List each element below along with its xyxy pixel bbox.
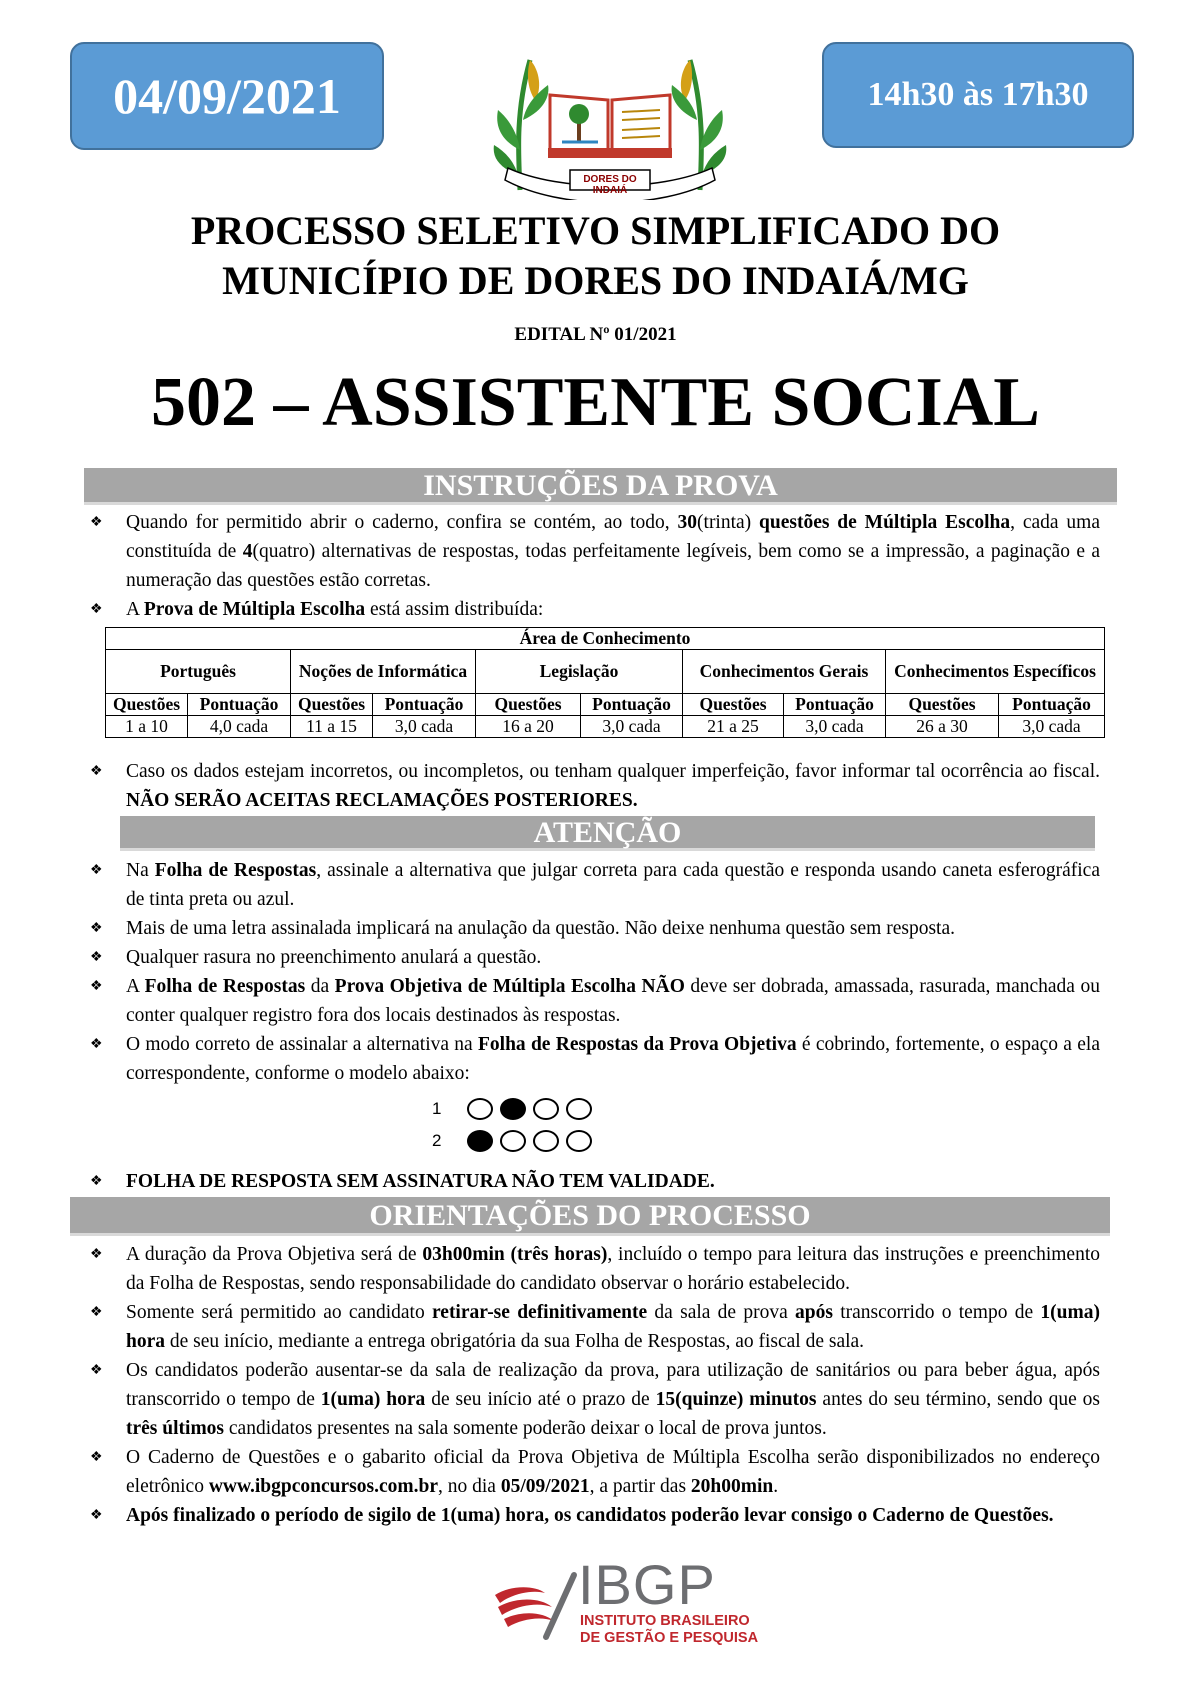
empty-bubble-icon	[533, 1098, 559, 1120]
section-heading-instrucoes: INSTRUÇÕES DA PROVA	[84, 468, 1117, 505]
atencao-item	[84, 914, 1100, 943]
bold-text: retirar-se definitivamente	[431, 1302, 648, 1323]
bold-text: 05/09/2021	[500, 1476, 590, 1497]
empty-bubble-icon	[533, 1130, 559, 1152]
edital-number: EDITAL Nº 01/2021	[514, 324, 677, 345]
empty-bubble-icon	[500, 1130, 526, 1152]
text-run: , incluído o tempo para leitura das instruções e preenchimento da Folha de Respostas, sendo responsabilidade do candidato observar o horário estabelecido.	[126, 1244, 1101, 1294]
orientacoes-list	[84, 1240, 1100, 1530]
answer-model-row	[432, 1098, 599, 1120]
bold-text: Folha de Respostas	[154, 860, 317, 881]
text-run: é cobrindo, fortemente, o espaço a ela correspondente, conforme o modelo abaixo:	[126, 1034, 1100, 1084]
bold-text: Prova de Múltipla Escolha	[143, 599, 366, 620]
text-run: A	[126, 599, 144, 620]
orientacoes-item	[84, 1298, 1100, 1356]
text-run: deve ser dobrada, amassada, rasurada, manchada ou conter qualquer registro fora dos locais destinados às respostas.	[126, 976, 1100, 1026]
text-run: A duração da Prova Objetiva será de	[126, 1244, 423, 1265]
text-run: , no dia	[437, 1476, 501, 1497]
table-cell: 3,0 cada	[373, 716, 476, 738]
table-subheader: Pontuação	[784, 694, 886, 716]
bold-text: FOLHA DE RESPOSTA SEM ASSINATURA NÃO TEM VALIDADE.	[126, 1171, 715, 1192]
table-cell: 1 a 10	[106, 716, 188, 738]
table-cell: 11 a 15	[291, 716, 373, 738]
ibgp-logo-subtitle	[580, 1613, 758, 1647]
instrucoes-list	[84, 508, 1100, 624]
bold-text: 20h00min	[690, 1476, 774, 1497]
text-run: Qualquer rasura no preenchimento anulará a questão.	[126, 947, 542, 968]
atencao-list	[84, 856, 1100, 1088]
atencao-item	[84, 1030, 1100, 1088]
text-run: Os candidatos poderão ausentar-se da sala de realização da prova, para utilização de sanitários ou para beber água, após transcorrido o tempo de	[126, 1360, 1100, 1410]
table-subheader: Pontuação	[373, 694, 476, 716]
atencao-item	[84, 856, 1100, 914]
text-run: , a partir das	[589, 1476, 691, 1497]
filled-bubble-icon	[467, 1130, 493, 1152]
table-subheader: Questões	[476, 694, 581, 716]
bold-text: 1(uma) hora	[320, 1389, 426, 1410]
empty-bubble-icon	[566, 1098, 592, 1120]
bold-text: Após finalizado o período de sigilo de 1(uma) hora, os candidatos poderão levar consigo o Caderno de Questões.	[126, 1505, 1054, 1526]
instrucoes-item	[84, 595, 1100, 624]
text-run: antes do seu término, sendo que os	[816, 1389, 1101, 1410]
text-run: , cada uma constituída de	[126, 512, 1100, 562]
atencao-item	[84, 972, 1100, 1030]
bold-text: Folha de Respostas	[144, 976, 306, 997]
text-run: Somente será permitido ao candidato	[126, 1302, 432, 1323]
instrucoes-item	[84, 508, 1100, 595]
bold-text: questões de Múltipla Escolha	[759, 512, 1011, 533]
text-run: .	[773, 1476, 779, 1497]
text-run: de seu início, mediante a entrega obrigatória da sua Folha de Respostas, ao fiscal de sala.	[165, 1331, 865, 1352]
table-area-cell: Conhecimentos Gerais	[683, 650, 886, 694]
bold-text: 4	[242, 541, 253, 562]
table-cell: 16 a 20	[476, 716, 581, 738]
table-cell: 4,0 cada	[188, 716, 291, 738]
text-run: Mais de uma letra assinalada implicará na anulação da questão. Não deixe nenhuma questão sem resposta.	[126, 918, 955, 939]
orientacoes-item	[84, 1356, 1100, 1443]
table-subheader: Questões	[291, 694, 373, 716]
table-subheader: Pontuação	[581, 694, 683, 716]
bold-text: Prova Objetiva de Múltipla Escolha NÃO	[334, 976, 685, 997]
ibgp-logo-text: IBGP	[578, 1553, 716, 1616]
bold-text: NÃO SERÃO ACEITAS RECLAMAÇÕES POSTERIORES.	[126, 790, 638, 811]
table-area-cell: Noções de Informática	[291, 650, 476, 694]
table-subheader: Pontuação	[999, 694, 1105, 716]
text-run: O modo correto de assinalar a alternativa na	[126, 1034, 478, 1055]
empty-bubble-icon	[566, 1130, 592, 1152]
text-run: transcorrido o tempo de	[832, 1302, 1041, 1323]
atencao-list-2	[84, 1167, 1100, 1196]
table-area-cell: Português	[106, 650, 291, 694]
instrucoes-list-2	[84, 757, 1100, 815]
instrucoes-item	[84, 757, 1100, 815]
table-cell: 26 a 30	[886, 716, 999, 738]
coat-of-arms-banner-text: DORES DO INDAIÁ	[583, 174, 637, 196]
text-run: de seu início até o prazo de	[425, 1389, 656, 1410]
orientacoes-item	[84, 1501, 1100, 1530]
table-cell: 3,0 cada	[999, 716, 1105, 738]
text-run: candidatos presentes na sala somente poderão deixar o local de prova juntos.	[224, 1418, 827, 1439]
page-title-line2: MUNICÍPIO DE DORES DO INDAIÁ/MG	[222, 258, 969, 303]
answer-model-number: 2	[432, 1131, 442, 1150]
section-heading-orientacoes: ORIENTAÇÕES DO PROCESSO	[70, 1197, 1110, 1236]
answer-model-row	[432, 1130, 599, 1152]
empty-bubble-icon	[467, 1098, 493, 1120]
text-run: está assim distribuída:	[365, 599, 544, 620]
bold-text: após	[795, 1302, 833, 1323]
table-header-area: Área de Conhecimento	[106, 628, 1105, 650]
table-subheader: Questões	[683, 694, 784, 716]
table-subheader: Questões	[106, 694, 188, 716]
ibgp-subtitle-line: DE GESTÃO E PESQUISA	[580, 1630, 759, 1646]
table-subheader: Pontuação	[188, 694, 291, 716]
bold-text: três últimos	[126, 1418, 225, 1439]
bold-text: www.ibgpconcursos.com.br	[208, 1476, 438, 1497]
text-run: Quando for permitido abrir o caderno, confira se contém, ao todo,	[126, 512, 678, 533]
table-subheader: Questões	[886, 694, 999, 716]
text-run: A	[126, 976, 145, 997]
text-run: da	[305, 976, 335, 997]
exam-time-badge: 14h30 às 17h30	[822, 42, 1134, 148]
orientacoes-item	[84, 1240, 1100, 1298]
table-cell: 21 a 25	[683, 716, 784, 738]
bold-text: 03h00min (três horas)	[422, 1244, 608, 1265]
job-title: 502 – ASSISTENTE SOCIAL	[151, 364, 1040, 441]
table-area-cell: Legislação	[476, 650, 683, 694]
table-area-cell: Conhecimentos Específicos	[886, 650, 1105, 694]
answer-model-number: 1	[432, 1099, 442, 1118]
atencao-item	[84, 1167, 1100, 1196]
ibgp-subtitle-line: INSTITUTO BRASILEIRO	[580, 1613, 750, 1629]
text-run: Caso os dados estejam incorretos, ou incompletos, ou tenham qualquer imperfeição, favor informar tal ocorrência ao fiscal.	[126, 761, 1100, 782]
bold-text: Folha de Respostas da Prova Objetiva	[478, 1034, 797, 1055]
text-run: da sala de prova	[647, 1302, 796, 1323]
table-cell: 3,0 cada	[784, 716, 886, 738]
bold-text: 30	[677, 512, 698, 533]
exam-date-badge: 04/09/2021	[70, 42, 384, 150]
text-run: Na	[126, 860, 155, 881]
text-run: (trinta)	[697, 512, 760, 533]
page-title-line1: PROCESSO SELETIVO SIMPLIFICADO DO	[190, 208, 1001, 253]
text-run: (quatro) alternativas de respostas, todas perfeitamente legíveis, bem como se a impressão, a paginação e a numeração das questões estão corretas.	[126, 541, 1100, 591]
orientacoes-item	[84, 1443, 1100, 1501]
ibgp-swoosh-icon	[490, 1565, 580, 1645]
table-cell: 3,0 cada	[581, 716, 683, 738]
filled-bubble-icon	[500, 1098, 526, 1120]
distribution-table	[105, 627, 1105, 738]
bold-text: 15(quinze) minutos	[655, 1389, 817, 1410]
atencao-item	[84, 943, 1100, 972]
section-heading-atencao: ATENÇÃO	[120, 816, 1095, 851]
text-run: O Caderno de Questões e o gabarito oficial da Prova Objetiva de Múltipla Escolha serão disponibilizados no endereço eletrônico	[126, 1447, 1100, 1497]
text-run: , assinale a alternativa que julgar correta para cada questão e responda usando caneta esferográfica de tinta preta ou azul.	[126, 860, 1100, 910]
bold-text: 1(uma) hora	[126, 1302, 1100, 1352]
